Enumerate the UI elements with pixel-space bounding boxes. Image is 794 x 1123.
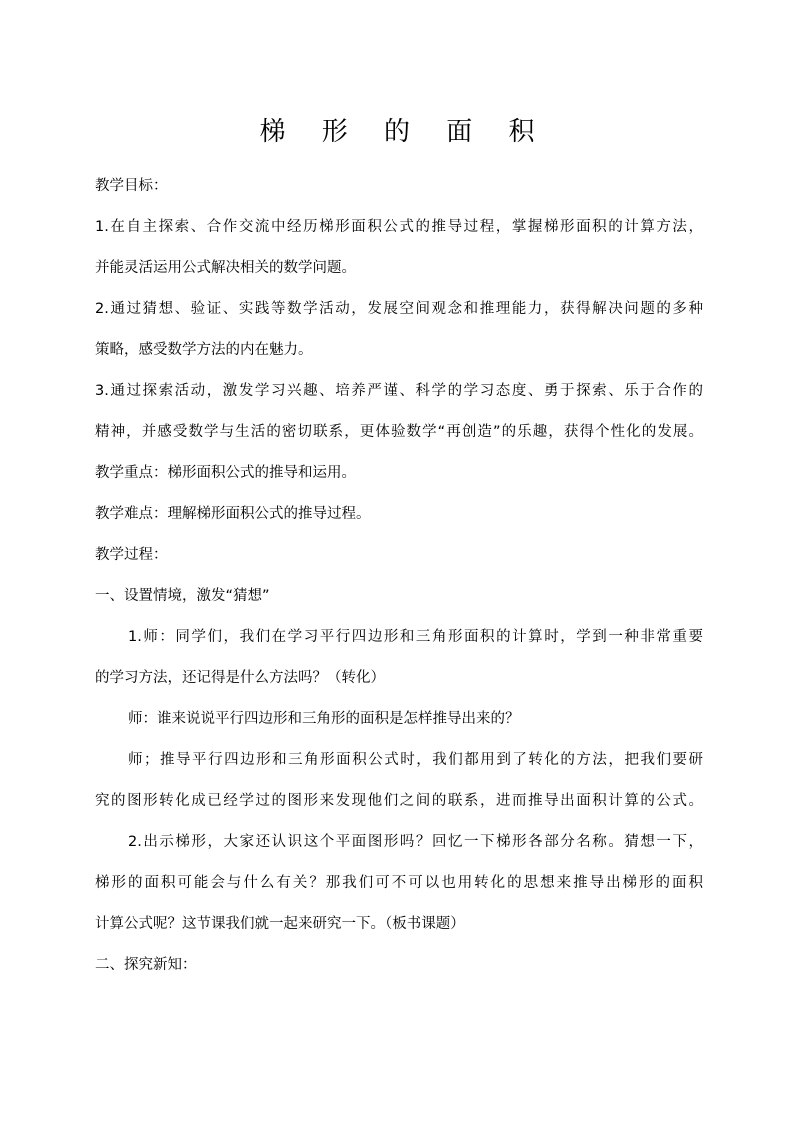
key-points-line: 教学重点：梯形面积公式的推导和运用。 [95,465,356,481]
section-heading-2: 二、探究新知： [95,957,197,973]
paragraph-line: 师：谁来说说平行四边形和三角形的面积是怎样推导出来的？ [128,711,520,727]
paragraph-line: 策略，感受数学方法的内在魅力。 [95,342,313,358]
paragraph-line: 3.通过探索活动，激发学习兴趣、培养严谨、科学的学习态度、勇于探索、乐于合作的 [95,383,703,399]
paragraph-line: 精神，并感受数学与生活的密切联系，更体验数学“再创造”的乐趣，获得个性化的发展。 [95,424,703,440]
paragraph-line: 梯形的面积可能会与什么有关？那我们可不可以也用转化的思想来推导出梯形的面积 [95,875,703,891]
difficulty-line: 教学难点：理解梯形面积公式的推导过程。 [95,506,371,522]
section-heading-1: 一、设置情境，激发“猜想” [95,588,270,604]
heading-teaching-goals: 教学目标： [95,178,168,194]
paragraph-line: 2.通过猜想、验证、实践等数学活动，发展空间观念和推理能力，获得解决问题的多种 [95,301,703,317]
paragraph-line: 师；推导平行四边形和三角形面积公式时，我们都用到了转化的方法，把我们要研 [128,752,703,768]
paragraph-line: 计算公式呢？这节课我们就一起来研究一下。（板书课题） [95,916,465,932]
paragraph-line: 的学习方法，还记得是什么方法吗？（转化） [95,670,385,686]
paragraph-line: 1.师：同学们，我们在学习平行四边形和三角形面积的计算时，学到一种非常重要 [128,629,703,645]
heading-teaching-process: 教学过程： [95,547,168,563]
paragraph-line: 1.在自主探索、合作交流中经历梯形面积公式的推导过程，掌握梯形面积的计算方法， [95,219,703,235]
paragraph-line: 究的图形转化成已经学过的图形来发现他们之间的联系，进而推导出面积计算的公式。 [95,793,703,809]
document-title: 梯 形 的 面 积 [259,117,549,147]
paragraph-line: 2.出示梯形，大家还认识这个平面图形吗？回忆一下梯形各部分名称。猜想一下， [128,834,703,850]
paragraph-line: 并能灵活运用公式解决相关的数学问题。 [95,260,356,276]
